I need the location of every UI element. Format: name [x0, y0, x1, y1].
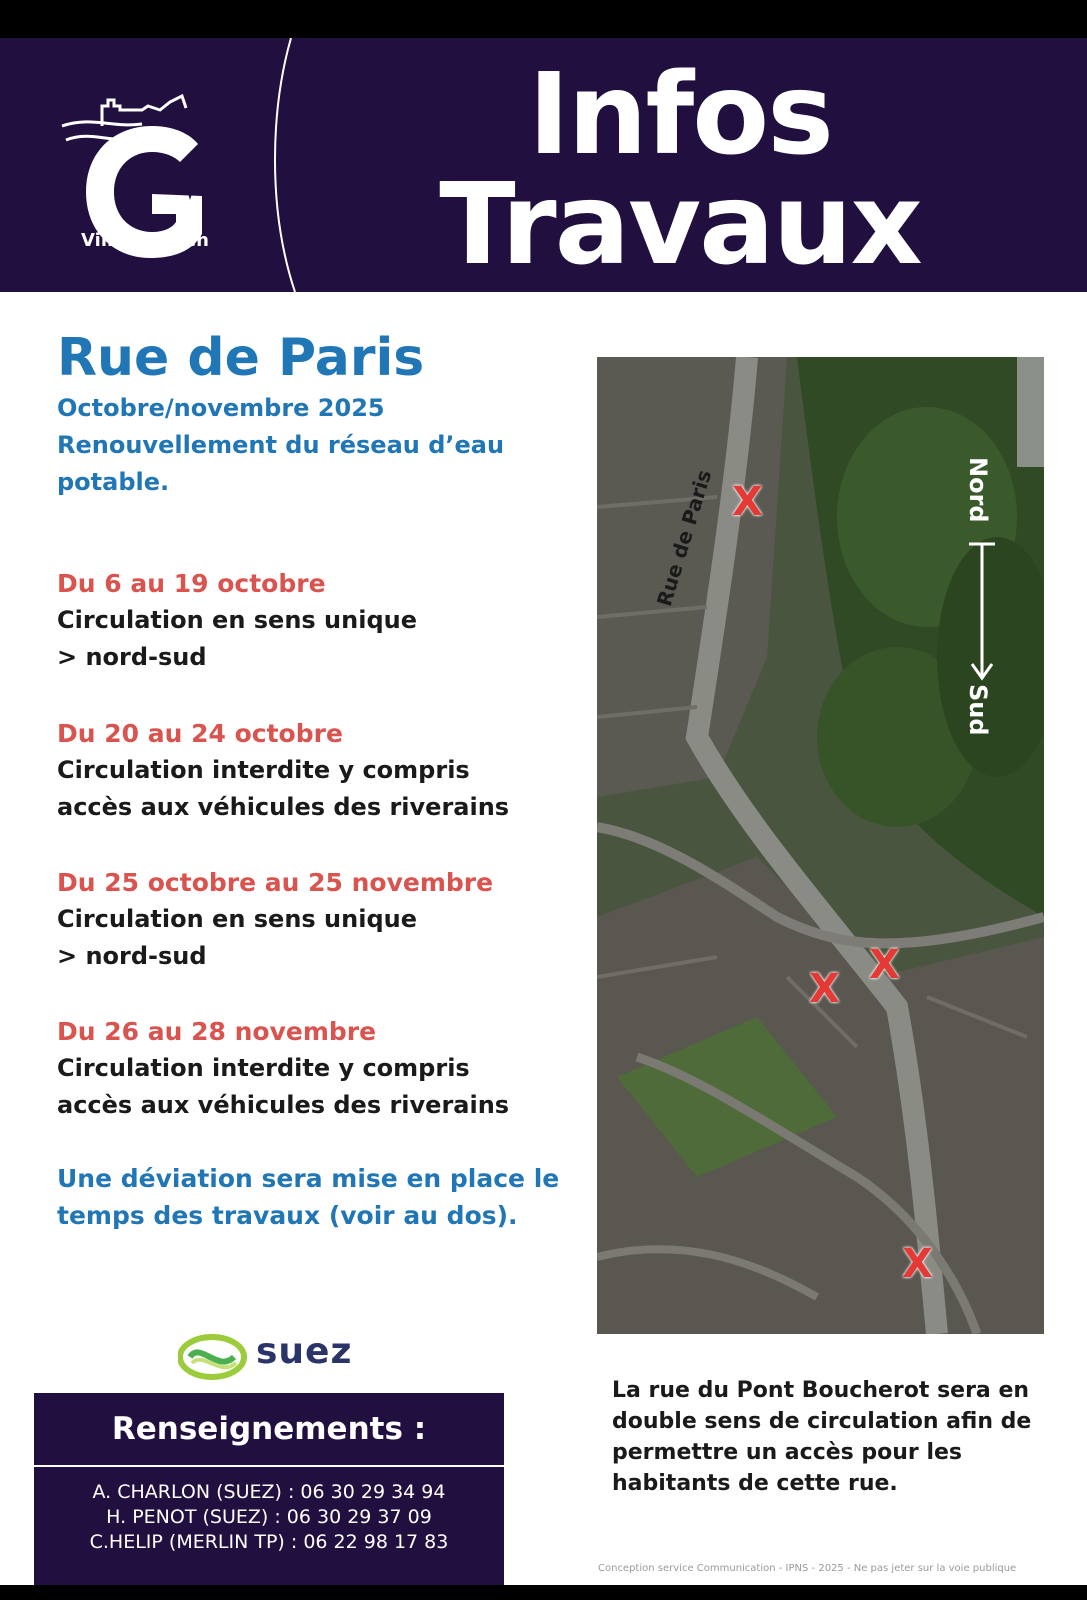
period-line: Circulation interdite y compris: [57, 756, 470, 784]
period-4: [57, 1013, 577, 1124]
contact-item: A. CHARLON (SUEZ) : 06 30 29 34 94: [92, 1481, 446, 1503]
suez-logo-text: suez: [256, 1331, 353, 1372]
map-marker-x: X: [869, 942, 900, 988]
period-line: accès aux véhicules des riverains: [57, 793, 510, 821]
north-label: Nord: [964, 457, 992, 523]
top-black-bar: [0, 0, 1087, 38]
period-line: Circulation en sens unique: [57, 606, 417, 634]
title-infos: Infos: [528, 50, 832, 180]
period-dates: Du 20 au 24 octobre: [57, 719, 343, 748]
header-banner: [0, 38, 1087, 292]
period-3: [57, 864, 577, 975]
south-label: Sud: [964, 684, 992, 736]
aerial-map: [597, 357, 1044, 1334]
intro-description: Renouvellement du réseau d’eau potable.: [57, 431, 505, 496]
street-title: Rue de Paris: [57, 328, 425, 388]
period-line: Circulation interdite y compris: [57, 1054, 470, 1082]
intro-dates: Octobre/novembre 2025: [57, 394, 385, 422]
period-dates: Du 6 au 19 octobre: [57, 569, 326, 598]
bottom-black-bar: [0, 1585, 1087, 1600]
period-2: [57, 715, 577, 826]
contact-box: [34, 1393, 504, 1600]
map-street-label: Rue de Paris: [652, 466, 717, 610]
intro-subtitle: [57, 390, 527, 501]
map-marker-x: X: [902, 1241, 933, 1287]
header-curve: [255, 38, 315, 292]
period-dates: Du 25 octobre au 25 novembre: [57, 868, 494, 897]
contact-title: Renseignements :: [111, 1411, 427, 1447]
map-marker-x: X: [732, 479, 763, 525]
north-south-arrow-icon: [967, 542, 997, 682]
period-line: > nord-sud: [57, 942, 207, 970]
footer-credit: Conception service Communication - IPNS - 2025 - Ne pas jeter sur la voie publique: [598, 1563, 1017, 1574]
period-line: Circulation en sens unique: [57, 905, 417, 933]
contact-list: [34, 1480, 504, 1555]
map-marker-x: X: [809, 966, 840, 1012]
logo-label: Ville de Gien: [81, 230, 209, 251]
contact-item: H. PENOT (SUEZ) : 06 30 29 37 09: [106, 1506, 432, 1528]
period-line: accès aux véhicules des riverains: [57, 1091, 510, 1119]
period-1: [57, 565, 577, 676]
contact-item: C.HELIP (MERLIN TP) : 06 22 98 17 83: [89, 1531, 449, 1553]
map-caption: La rue du Pont Boucherot sera en double sens de circulation afin de permettre un accès pour les habitants de cette rue.: [612, 1378, 1032, 1496]
ville-de-gien-logo: [52, 66, 232, 292]
title-travaux: Travaux: [439, 160, 921, 290]
deviation-notice: Une déviation sera mise en place le temps des travaux (voir au dos).: [57, 1164, 560, 1230]
period-line: > nord-sud: [57, 643, 207, 671]
contact-divider: [34, 1465, 504, 1467]
period-dates: Du 26 au 28 novembre: [57, 1017, 377, 1046]
